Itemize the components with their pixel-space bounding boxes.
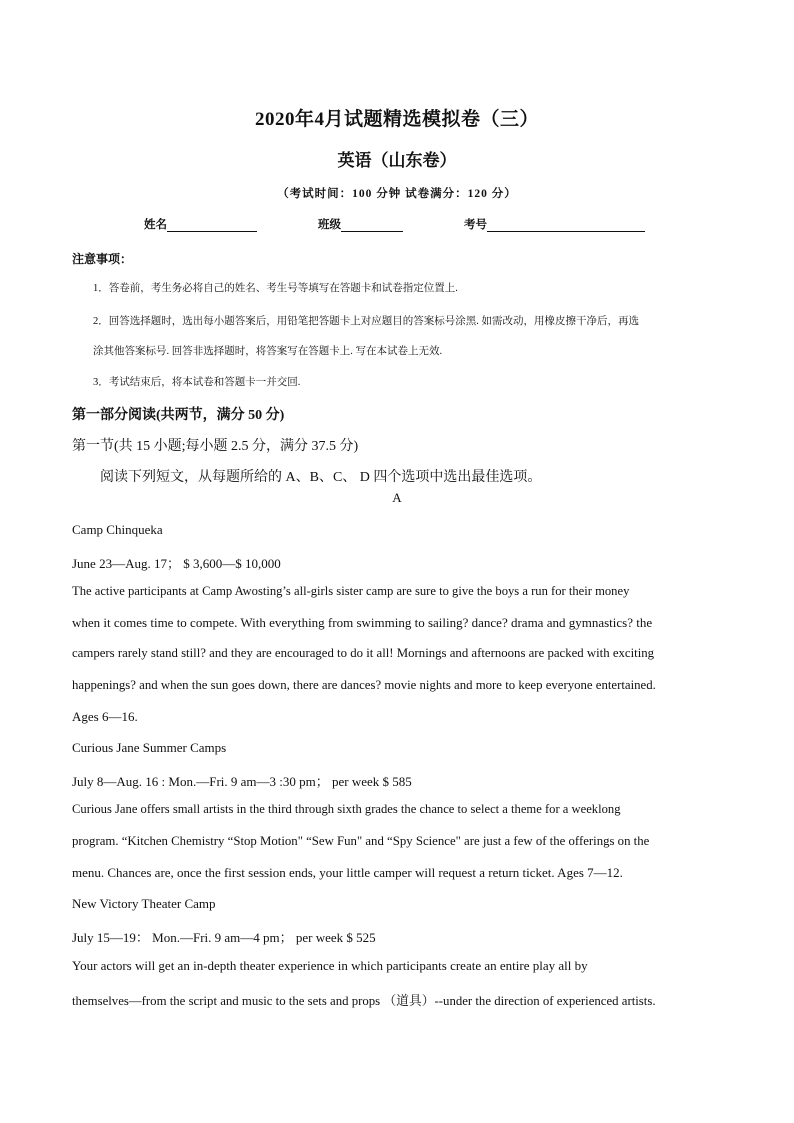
camp1-line-3: campers rarely stand still? and they are encouraged to do it all! Mornings and afternoons are packed with exciting <box>72 646 655 660</box>
notice-item-2-line-1: 2．回答选择题时，选出每小题答案后，用铅笔把答题卡上对应题目的答案标号涂黑. 如需改动，用橡皮擦干净后，再选 <box>93 316 639 327</box>
notice-item-3: 3．考试结束后，将本试卷和答题卡一并交回. <box>93 377 301 388</box>
notice-heading: 注意事项： <box>72 252 133 266</box>
camp1-line-1: The active participants at Camp Awosting’s all-girls sister camp are sure to give the boys a run for their money <box>72 584 630 598</box>
name-field <box>144 216 257 232</box>
name-label: 姓名 <box>144 219 167 231</box>
number-label: 考号 <box>464 219 487 231</box>
exam-subtitle: 英语（山东卷） <box>337 151 457 170</box>
camp1-line-2: when it comes time to compete. With everything from swimming to sailing? dance? drama and gymnastics? the <box>72 615 653 630</box>
camp1-line-4: happenings? and when the sun goes down, there are dances? movie nights and more to keep everyone entertained. <box>72 678 656 692</box>
camp2-name: Curious Jane Summer Camps <box>72 740 227 755</box>
camp2-line-3: menu. Chances are, once the first session ends, your little camper will request a return ticket. Ages 7—12. <box>72 865 623 880</box>
camp3-name: New Victory Theater Camp <box>72 896 216 911</box>
notice-item-1: 1．答卷前，考生务必将自己的姓名、考生号等填写在答题卡和试卷指定位置上. <box>93 283 458 294</box>
subpart-title: 第一节(共 15 小题;每小题 2.5 分，满分 37.5 分) <box>72 439 359 454</box>
part-title: 第一部分阅读(共两节，满分 50 分) <box>72 408 285 423</box>
name-blank[interactable] <box>167 219 257 232</box>
number-field <box>464 216 645 232</box>
class-blank[interactable] <box>341 219 403 232</box>
instruction: 阅读下列短文，从每题所给的 A、B、C、 D 四个选项中选出最佳选项。 <box>100 470 542 485</box>
camp3-info: July 15—19： Mon.—Fri. 9 am—4 pm； per week $ 525 <box>72 930 376 945</box>
camp3-line-2: themselves—from the script and music to the sets and props （道具）--under the direction of experienced artists. <box>72 994 656 1008</box>
class-field <box>318 216 403 232</box>
camp3-line-1: Your actors will get an in-depth theater experience in which participants create an entire play all by <box>72 958 588 973</box>
camp2-info: July 8—Aug. 16 : Mon.—Fri. 9 am—3 :30 pm； per week $ 585 <box>72 774 412 789</box>
camp1-name: Camp Chinqueka <box>72 522 163 537</box>
exam-info: （考试时间：100 分钟 试卷满分：120 分） <box>277 188 517 200</box>
class-label: 班级 <box>318 219 341 231</box>
number-blank[interactable] <box>487 219 645 232</box>
passage-letter: A <box>392 490 402 505</box>
camp1-info: June 23—Aug. 17； $ 3,600—$ 10,000 <box>72 556 281 571</box>
camp1-line-5: Ages 6—16. <box>72 709 138 724</box>
camp2-line-2: program. “Kitchen Chemistry “Stop Motion" “Sew Fun" and “Spy Science" are just a few of the offerings on the <box>72 834 650 848</box>
camp2-line-1: Curious Jane offers small artists in the third through sixth grades the chance to select a theme for a weeklong <box>72 802 621 816</box>
notice-item-2-line-2: 涂其他答案标号. 回答非选择题时，将答案写在答题卡上. 写在本试卷上无效. <box>93 346 443 357</box>
exam-title: 2020年4月试题精选模拟卷（三） <box>254 109 539 130</box>
